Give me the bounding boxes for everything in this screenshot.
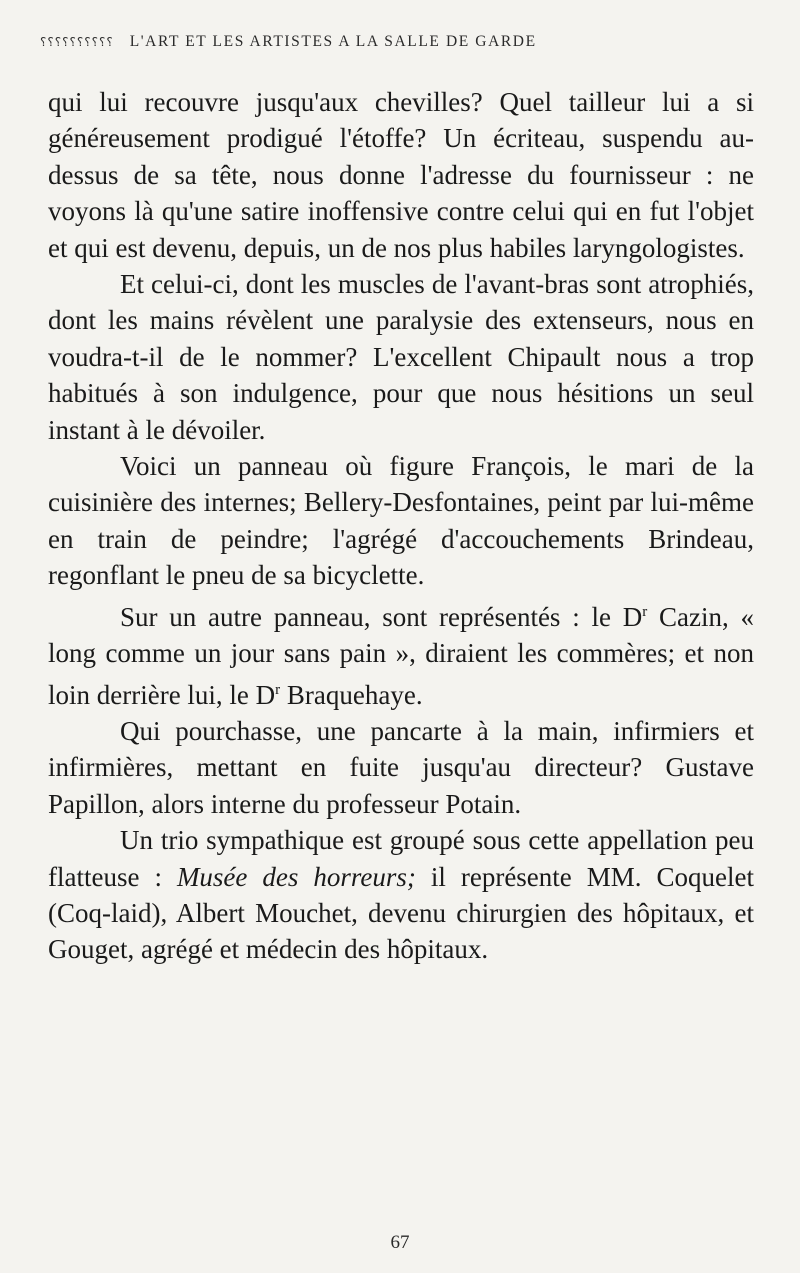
paragraph-5: Qui pourchasse, une pancarte à la main, infirmiers et infirmières, mettant en fuite jusqu'au directeur? Gustave Papillon, alors interne du professeur Potain. <box>48 715 754 819</box>
italic-title: Musée des horreurs; <box>176 861 416 892</box>
paragraph-3: Voici un panneau où figure François, le mari de la cuisinière des internes; Bellery-Desfontaines, peint par lui-même en train de peindre; l'agrégé d'accouchements Brindeau, regonflant le pneu de sa bicyclette. <box>48 451 754 591</box>
paragraph-6 <box>48 822 754 968</box>
paragraph-6-part-b: il représente MM. Coquelet (Coq-laid), Albert Mouchet, devenu chirurgien des hôpitaux, et Gouget, agrégé et médecin des hôpitaux. <box>48 861 754 965</box>
superscript-r-2: r <box>275 681 281 698</box>
paragraph-4 <box>48 594 754 713</box>
paragraph-1: qui lui recouvre jusqu'aux chevilles? Quel tailleur lui a si généreusement prodigué l'étoffe? Un écriteau, suspendu au-dessus de sa tête, nous donne l'adresse du fournisseur : ne voyons là qu'une satire inoffensive contre celui qui en fut l'objet et qui est devenu, depuis, un de nos plus habiles laryngologistes. <box>48 87 754 263</box>
paragraph-4-part-a: Sur un autre panneau, sont représentés : le D <box>120 601 643 632</box>
paragraph-2: Et celui-ci, dont les muscles de l'avant-bras sont atrophiés, dont les mains révèlent une paralysie des extenseurs, nous en voudra-t-il de le nommer? L'excellent Chipault nous a trop habitués à son indulgence, pour que nous hésitions un seul instant à le dévoiler. <box>48 269 754 445</box>
paragraph-6-part-a: Un trio sympathique est groupé sous cette appellation peu flatteuse : <box>48 825 754 892</box>
paragraph-4-part-b: Cazin, « long comme un jour sans pain », diraient les commères; et non loin derrière lui, le D <box>48 601 754 710</box>
running-header <box>40 30 760 54</box>
running-title: L'ART ET LES ARTISTES A LA SALLE DE GARDE <box>129 33 537 50</box>
header-ornament: ⸮⸮⸮⸮⸮⸮⸮⸮⸮⸮ <box>40 35 114 49</box>
paragraph-4-part-c: Braquehaye. <box>280 679 423 710</box>
superscript-r-1: r <box>642 603 648 620</box>
page-number: 67 <box>390 1232 410 1253</box>
body-text <box>48 84 754 968</box>
